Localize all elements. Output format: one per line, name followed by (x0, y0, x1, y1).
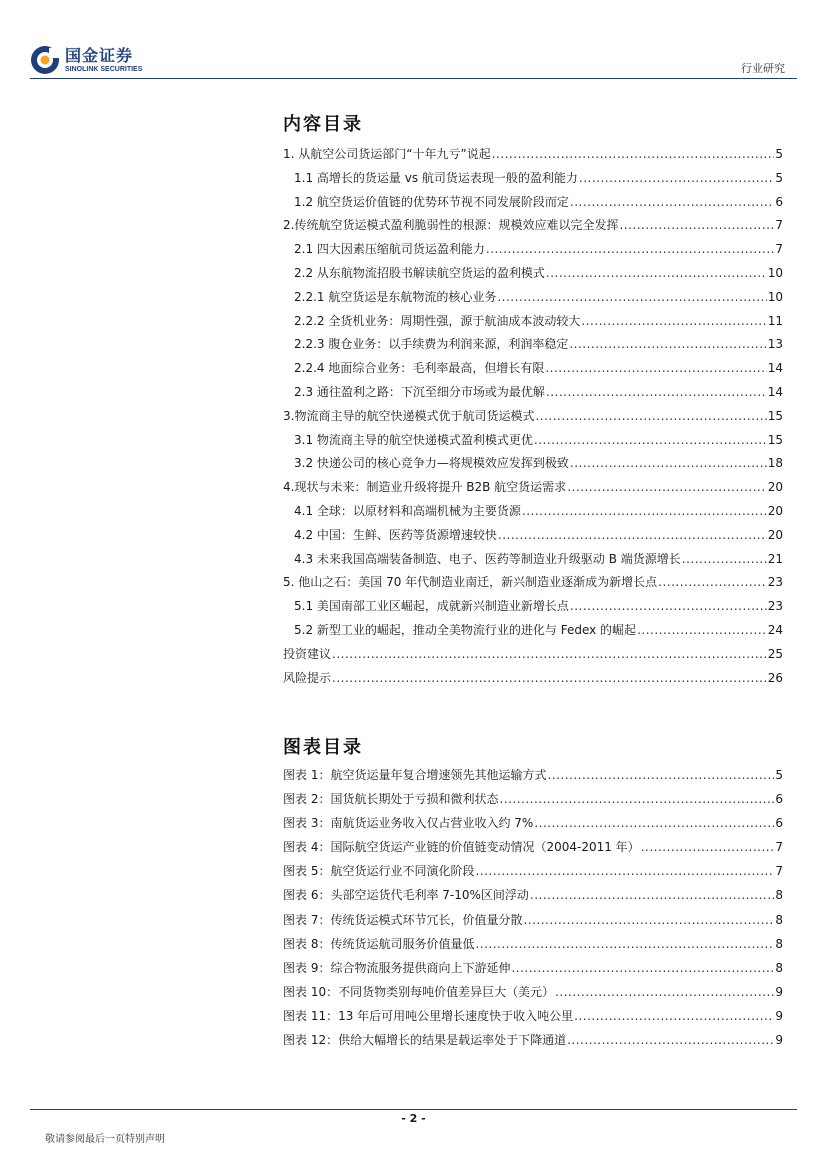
dot-leader (574, 1004, 774, 1028)
dot-leader (535, 405, 766, 429)
header-divider (30, 78, 797, 79)
dot-leader (619, 214, 774, 238)
dot-leader (545, 357, 766, 381)
dot-leader (523, 908, 774, 932)
toc-entry-page: 23 (767, 599, 783, 614)
toc-entry-page: 21 (767, 551, 783, 566)
figure-entry-title: 图表 3：南航货运业务收入仅占营业收入约 7% (283, 816, 534, 831)
report-category: 行业研究 (741, 62, 785, 75)
toc-entry-title: 2.传统航空货运模式盈利脆弱性的根源：规模效应难以完全发挥 (283, 218, 619, 233)
toc-entry[interactable] (283, 214, 783, 238)
toc-entry[interactable] (283, 595, 783, 619)
toc-entry-page: 5 (775, 170, 783, 185)
figure-entry-title: 图表 11：13 年后可用吨公里增长速度快于收入吨公里 (283, 1008, 574, 1023)
dot-leader (570, 595, 767, 619)
toc-entry[interactable] (283, 357, 783, 381)
figure-entry-page: 7 (775, 864, 783, 879)
dot-leader (530, 883, 774, 907)
dot-leader (534, 429, 767, 453)
toc-entry-page: 13 (767, 337, 783, 352)
dot-leader (567, 1028, 774, 1052)
toc-entry-title: 3.2 快递公司的核心竞争力—将规模效应发挥到极致 (294, 456, 569, 471)
figure-entry[interactable] (283, 1004, 783, 1028)
dot-leader (555, 980, 774, 1004)
figure-entry[interactable] (283, 1028, 783, 1052)
dot-leader (682, 548, 767, 572)
dot-leader (492, 143, 775, 167)
figure-entry-page: 9 (775, 1033, 783, 1048)
figure-entry[interactable] (283, 859, 783, 883)
toc-entry-title: 1. 从航空公司货运部门“十年九亏”说起 (283, 147, 491, 161)
dot-leader (546, 381, 767, 405)
toc-title: 内容目录 (283, 114, 363, 135)
dot-leader (522, 500, 767, 524)
toc-entry-page: 20 (767, 527, 783, 542)
figure-entry[interactable] (283, 980, 783, 1004)
toc-entry-title: 4.2 中国：生鲜、医药等货源增速较快 (294, 527, 497, 542)
toc-entry-page: 14 (767, 361, 783, 376)
figures-list (283, 763, 783, 1052)
toc-entry-page: 20 (767, 503, 783, 518)
figure-entry[interactable] (283, 956, 783, 980)
toc-entry[interactable] (283, 548, 783, 572)
figure-entry-title: 图表 2：国货航长期处于亏损和微利状态 (283, 792, 499, 807)
figure-entry[interactable] (283, 883, 783, 907)
toc-entry-title: 3.物流商主导的航空快递模式优于航司货运模式 (283, 408, 535, 423)
toc-entry[interactable] (283, 476, 783, 500)
figure-entry[interactable] (283, 908, 783, 932)
toc-entry-page: 25 (767, 646, 783, 661)
figure-entry-title: 图表 9：综合物流服务提供商向上下游延伸 (283, 960, 511, 975)
dot-leader (569, 333, 766, 357)
footer-disclaimer: 敬请参阅最后一页特别声明 (45, 1134, 165, 1145)
toc-entry-page: 18 (767, 456, 783, 471)
toc-entry[interactable] (283, 167, 783, 191)
dot-leader (581, 310, 766, 334)
toc-entry-title: 1.2 航空货运价值链的优势环节视不同发展阶段而定 (294, 194, 569, 209)
dot-leader (570, 452, 767, 476)
figure-entry-page: 8 (775, 912, 783, 927)
toc-entry-title: 3.1 物流商主导的航空快递模式盈利模式更优 (294, 432, 533, 447)
logo-mark-icon (30, 45, 60, 75)
figure-entry[interactable] (283, 787, 783, 811)
toc-entry-title: 2.1 四大因素压缩航司货运盈利能力 (294, 242, 485, 257)
toc-entry-page: 14 (767, 384, 783, 399)
figure-entry-page: 8 (775, 960, 783, 975)
figure-entry-page: 8 (775, 888, 783, 903)
figure-entry-page: 5 (775, 768, 783, 782)
logo-chinese-name: 国金证券 (65, 45, 134, 65)
toc-entry-title: 2.2.4 地面综合业务：毛利率最高，但增长有限 (294, 361, 545, 376)
dot-leader (332, 643, 767, 667)
toc-entry-page: 11 (767, 313, 783, 328)
toc-entry-page: 23 (767, 575, 783, 590)
dot-leader (567, 476, 767, 500)
page-number: - 2 - (401, 1112, 426, 1125)
toc-entry-title: 5. 他山之石：美国 70 年代制造业南迁，新兴制造业逐渐成为新增长点 (283, 575, 658, 590)
toc-entry-title: 4.现状与未来：制造业升级将提升 B2B 航空货运需求 (283, 480, 567, 495)
figure-entry[interactable] (283, 932, 783, 956)
figure-entry-page: 8 (775, 936, 783, 951)
toc-entry-title: 5.1 美国南部工业区崛起，成就新兴制造业新增长点 (294, 599, 569, 614)
toc-entry-page: 7 (775, 242, 783, 257)
dot-leader (637, 619, 767, 643)
toc-entry[interactable] (283, 643, 783, 667)
toc-entry[interactable] (283, 429, 783, 453)
dot-leader (547, 763, 774, 787)
toc-entry-page: 5 (775, 147, 783, 161)
figure-entry-page: 7 (775, 840, 783, 855)
toc-entry-title: 2.3 通往盈利之路：下沉至细分市场或为最优解 (294, 384, 545, 399)
toc-entry-title: 风险提示 (283, 670, 332, 685)
toc-entry[interactable] (283, 452, 783, 476)
toc-entry-title: 4.1 全球：以原材料和高端机械为主要货源 (294, 503, 521, 518)
figure-entry-title: 图表 10：不同货物类别每吨价值差异巨大（美元） (283, 984, 555, 999)
toc-entry[interactable] (283, 619, 783, 643)
toc-list (283, 143, 783, 690)
figure-entry-title: 图表 7：传统货运模式环节冗长，价值量分散 (283, 912, 523, 927)
footer-divider (30, 1109, 797, 1110)
toc-entry-page: 10 (767, 289, 783, 304)
toc-entry-title: 2.2 从东航物流招股书解读航空货运的盈利模式 (294, 265, 545, 280)
dot-leader (486, 238, 774, 262)
logo-english-name: SINOLINK SECURITIES (65, 65, 143, 73)
toc-entry[interactable] (283, 524, 783, 548)
toc-entry[interactable] (283, 310, 783, 334)
toc-entry-page: 24 (767, 622, 783, 637)
toc-entry[interactable] (283, 405, 783, 429)
toc-entry-title: 1.1 高增长的货运量 vs 航司货运表现一般的盈利能力 (294, 170, 578, 185)
toc-entry[interactable] (283, 262, 783, 286)
toc-entry-title: 2.2.3 腹仓业务：以手续费为利润来源，利润率稳定 (294, 337, 569, 352)
figure-entry-title: 图表 5：航空货运行业不同演化阶段 (283, 864, 475, 879)
figures-title: 图表目录 (283, 737, 363, 758)
dot-leader (499, 787, 774, 811)
dot-leader (498, 524, 767, 548)
toc-entry-page: 6 (775, 194, 783, 209)
figure-entry-page: 6 (775, 816, 783, 831)
toc-entry[interactable] (283, 143, 783, 167)
dot-leader (546, 262, 767, 286)
dot-leader (570, 191, 774, 215)
toc-entry-page: 15 (767, 408, 783, 423)
dot-leader (475, 932, 774, 956)
dot-leader (511, 956, 774, 980)
company-logo (30, 45, 142, 75)
figure-entry[interactable] (283, 835, 783, 859)
dot-leader (534, 811, 774, 835)
dot-leader (332, 667, 767, 691)
dot-leader (658, 571, 767, 595)
toc-entry[interactable] (283, 500, 783, 524)
figure-entry[interactable] (283, 763, 783, 787)
toc-entry-page: 10 (767, 265, 783, 280)
toc-entry-title: 5.2 新型工业的崛起，推动全美物流行业的进化与 Fedex 的崛起 (294, 622, 637, 637)
toc-entry-title: 4.3 未来我国高端装备制造、电子、医药等制造业升级驱动 B 端货源增长 (294, 551, 681, 566)
figure-entry-page: 9 (775, 984, 783, 999)
toc-entry-page: 20 (767, 480, 783, 495)
dot-leader (497, 286, 766, 310)
toc-entry[interactable] (283, 238, 783, 262)
dot-leader (579, 167, 774, 191)
toc-entry-page: 26 (767, 670, 783, 685)
dot-leader (475, 859, 774, 883)
toc-entry-page: 15 (767, 432, 783, 447)
toc-entry-title: 2.2.1 航空货运是东航物流的核心业务 (294, 289, 497, 304)
toc-entry-title: 投资建议 (283, 646, 332, 661)
toc-entry[interactable] (283, 333, 783, 357)
figure-entry-title: 图表 1：航空货运量年复合增速领先其他运输方式 (283, 768, 547, 782)
figure-entry-title: 图表 8：传统货运航司服务价值量低 (283, 936, 475, 951)
dot-leader (641, 835, 775, 859)
figure-entry-page: 6 (775, 792, 783, 807)
figure-entry[interactable] (283, 811, 783, 835)
toc-entry[interactable] (283, 286, 783, 310)
toc-entry-page: 7 (775, 218, 783, 233)
figure-entry-title: 图表 6：头部空运货代毛利率 7-10%区间浮动 (283, 888, 529, 903)
toc-entry[interactable] (283, 667, 783, 691)
figure-entry-title: 图表 12：供给大幅增长的结果是载运率处于下降通道 (283, 1033, 567, 1048)
toc-entry-title: 2.2.2 全货机业务：周期性强，源于航油成本波动较大 (294, 313, 581, 328)
toc-entry[interactable] (283, 381, 783, 405)
figure-entry-title: 图表 4：国际航空货运产业链的价值链变动情况（2004-2011 年） (283, 840, 640, 855)
figure-entry-page: 9 (775, 1008, 783, 1023)
toc-entry[interactable] (283, 571, 783, 595)
toc-entry[interactable] (283, 191, 783, 215)
